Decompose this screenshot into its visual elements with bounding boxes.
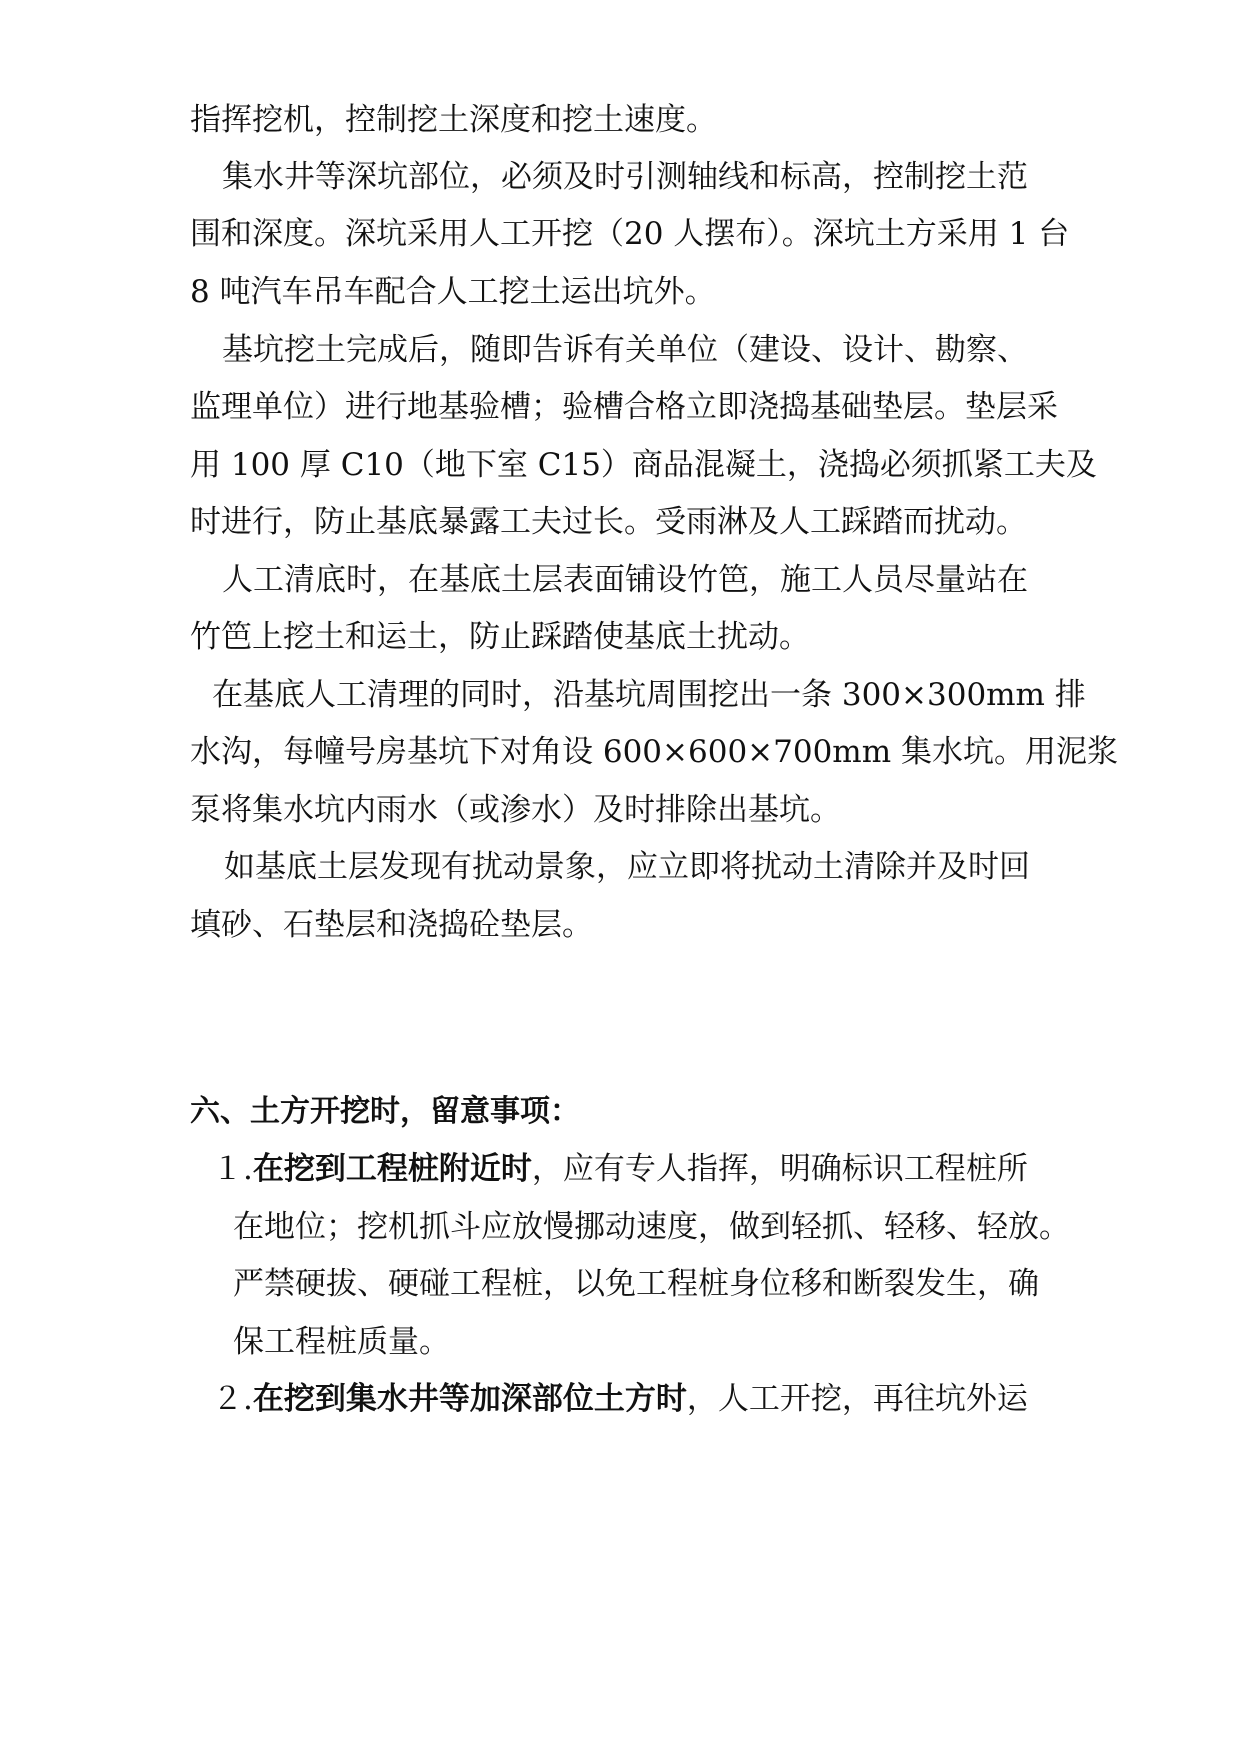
list-item-number: １.: [212, 1151, 253, 1187]
list-item-text: ，人工开挖，再往坑外运: [686, 1381, 1028, 1417]
list-item-line: 保工程桩质量。: [233, 1324, 450, 1360]
paragraph-line: 时进行，防止基底暴露工夫过长。受雨淋及人工踩踏而扰动。: [190, 504, 1027, 540]
paragraph-line: 用 100 厚 C10（地下室 C15）商品混凝土，浇捣必须抓紧工夫及: [190, 447, 1097, 483]
list-item-line: 在地位；挖机抓斗应放慢挪动速度，做到轻抓、轻移、轻放。: [233, 1209, 1070, 1245]
paragraph-line: 填砂、石垫层和浇捣砼垫层。: [190, 907, 593, 943]
paragraph-line: 泵将集水坑内雨水（或渗水）及时排除出基坑。: [190, 792, 841, 828]
list-item-first-line: [212, 1379, 1028, 1419]
paragraph-line: 基坑挖土完成后，随即告诉有关单位（建设、设计、勘察、: [222, 332, 1028, 368]
list-item-bold-text: 在挖到工程桩附近时: [252, 1151, 532, 1187]
list-item-bold-text: 在挖到集水井等加深部位土方时: [252, 1381, 687, 1417]
paragraph-line: 围和深度。深坑采用人工开挖（20 人摆布）。深坑土方采用 1 台: [190, 216, 1070, 252]
section-heading: 六、土方开挖时，留意事项：: [190, 1094, 580, 1129]
paragraph-line: 监理单位）进行地基验槽；验槽合格立即浇捣基础垫层。垫层采: [190, 389, 1058, 425]
paragraph-line: 竹笆上挖土和运土，防止踩踏使基底土扰动。: [190, 619, 810, 655]
list-item-number: ２.: [212, 1381, 253, 1417]
list-item-first-line: [212, 1149, 1028, 1189]
paragraph-line: 指挥挖机，控制挖土深度和挖土速度。: [190, 102, 717, 138]
paragraph-line: 水沟，每幢号房基坑下对角设 600×600×700mm 集水坑。用泥浆: [190, 734, 1118, 770]
list-item-text: ，应有专人指挥，明确标识工程桩所: [531, 1151, 1028, 1187]
paragraph-line: 如基底土层发现有扰动景象，应立即将扰动土清除并及时回: [224, 849, 1030, 885]
paragraph-line: 8 吨汽车吊车配合人工挖土运出坑外。: [190, 274, 716, 310]
list-item-line: 严禁硬拔、硬碰工程桩，以免工程桩身位移和断裂发生，确: [233, 1266, 1039, 1302]
paragraph-line: 集水井等深坑部位，必须及时引测轴线和标高，控制挖土范: [222, 159, 1028, 195]
paragraph-line: 在基底人工清理的同时，沿基坑周围挖出一条 300×300mm 排: [212, 677, 1086, 713]
paragraph-line: 人工清底时，在基底土层表面铺设竹笆，施工人员尽量站在: [222, 562, 1028, 598]
